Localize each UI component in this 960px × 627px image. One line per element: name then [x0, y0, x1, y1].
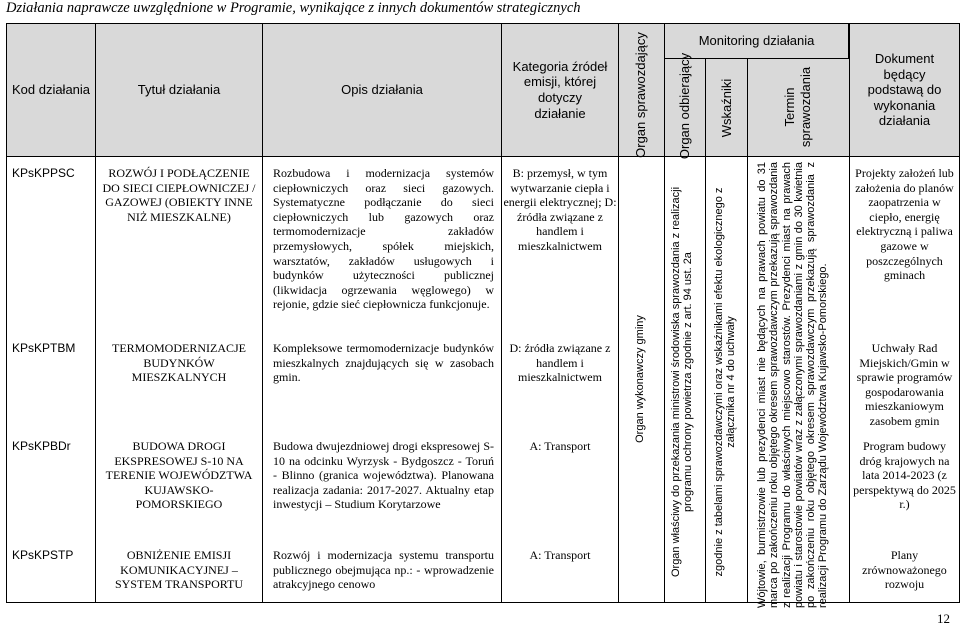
page-number: 12 — [937, 611, 950, 626]
table-divider — [849, 157, 850, 603]
merged-deadline: Wójtowie, burmistrzowie lub prezydenci miast nie będących na prawach powiatu do 31 marca po zakończeniu roku objętego okresem sprawozdawczym przekazują sprawozdania z realizacji Programu do właściwych miejscowo starostów. Prezydenci miast na prawach powiatu i starostowie powiatów wraz z załączonymi sprawozdaniami z gmin do 30 kwietnia po zakończeniu roku objętego okresem sprawozdawczym przekazują sprawozdania z realizacji Programu do Zarządu Województwa Kujawsko-Pomorskiego. — [756, 162, 830, 608]
table-divider — [501, 157, 502, 603]
header-document: Dokument będący podstawą do wykonania działania — [849, 23, 960, 157]
header-monitoring: Monitoring działania — [664, 23, 849, 59]
table-row-description: Rozbudowa i modernizacja systemów ciepłowniczych oraz sieci gazowych. Systematyczne podłączanie do sieci ciepłowniczych lub gazowych oraz termomodernizacje zakładów przemysłowych, spółek miejskich, warsztatów, zakładów usługowych i budynków użyteczności publicznej (likwidacja ogrzewania węglowego) w rejonie, gdzie sieć ciepłownicza funkcjonuje. — [273, 166, 494, 312]
table-row-description: Rozwój i modernizacja systemu transportu publicznego obejmująca np.: - wprowadzenie atrakcyjnego cenowo — [273, 548, 494, 592]
header-receiving-body: Organ odbierający — [677, 52, 693, 160]
header-indicators: Wskaźniki — [719, 78, 735, 138]
table-row-description: Kompleksowe termomodernizacje budynków mieszkalnych znajdujących się w zasobach gmin. — [273, 341, 494, 385]
table-row-document: Program budowy dróg krajowych na lata 2014-2023 (z perspektywą do 2025 r.) — [853, 439, 956, 512]
header-code: Kod działania — [6, 23, 96, 157]
page-title: Działania naprawcze uwzględnione w Programie, wynikające z innych dokumentów strategicznych — [6, 0, 581, 16]
table-border-left — [6, 157, 7, 603]
table-row-code: KPsKPPSC — [12, 166, 75, 180]
header-category: Kategoria źródeł emisji, której dotyczy działanie — [501, 23, 619, 157]
table-row-document: Uchwały Rad Miejskich/Gmin w sprawie programów gospodarowania mieszkaniowym zasobem gmin — [856, 341, 953, 428]
merged-receiving-body: Organ właściwy do przekazania ministrowi środowiska sprawozdania z realizacji programu ochrony powietrza zgodnie z art. 94 ust. 2a — [670, 186, 695, 578]
header-title: Tytuł działania — [95, 23, 263, 157]
header-deadline: Termin sprawozdania — [782, 66, 813, 148]
table-row-title: ROZWÓJ I PODŁĄCZENIE DO SIECI CIEPŁOWNICZEJ / GAZOWEJ (OBIEKTY INNE NIŻ MIESZKALNE) — [102, 166, 256, 224]
table-divider — [262, 157, 263, 603]
table-row-code: KPsKPTBM — [12, 341, 76, 355]
header-description: Opis działania — [262, 23, 502, 157]
table-row-title: TERMOMODERNIZACJE BUDYNKÓW MIESZKALNYCH — [112, 341, 246, 385]
table-divider — [664, 157, 665, 603]
header-reporting-body: Organ sprawozdający — [633, 32, 649, 158]
table-row-title: OBNIŻENIE EMISJI KOMUNIKACYJNEJ – SYSTEM TRANSPORTU — [114, 548, 244, 592]
table-row-category: B: przemysł, w tym wytwarzanie ciepła i energii elektrycznej; D: źródła związane z handlem i mieszkalnictwem — [503, 166, 617, 253]
table-row-category: D: źródła związane z handlem i mieszkalnictwem — [509, 341, 611, 385]
table-row-document: Projekty założeń lub założenia do planów zaopatrzenia w ciepło, energię elektryczną i paliwa gazowe w poszczególnych gminach — [855, 166, 954, 283]
table-row-category: A: Transport — [529, 439, 591, 453]
merged-indicators: zgodnie z tabelami sprawozdawczymi oraz wskaźnikami efektu ekologicznego z załącznika nr 4 do uchwały — [713, 187, 738, 577]
table-divider — [747, 157, 748, 603]
merged-reporting-body: Organ wykonawczy gminy — [634, 315, 646, 443]
table-row-document: Plany zrównoważonego rozwoju — [862, 548, 947, 592]
table-row-title: BUDOWA DROGI EKSPRESOWEJ S-10 NA TERENIE WOJEWÓDZTWA KUJAWSKO-POMORSKIEGO — [105, 439, 253, 512]
table-row-code: KPsKPSTP — [12, 548, 74, 562]
table-row-description: Budowa dwujezdniowej drogi ekspresowej S-10 na odcinku Wyrzysk - Bydgoszcz - Toruń - Blinno (granica województwa). Planowana realizacja zadania: 2017-2027. Aktualny etap inwestycji – Studium Korytarzowe — [273, 439, 494, 512]
table-divider — [618, 157, 619, 603]
table-divider — [95, 157, 96, 603]
table-row-category: A: Transport — [529, 548, 591, 562]
table-row-code: KPsKPBDr — [12, 439, 71, 453]
table-divider — [705, 157, 706, 603]
